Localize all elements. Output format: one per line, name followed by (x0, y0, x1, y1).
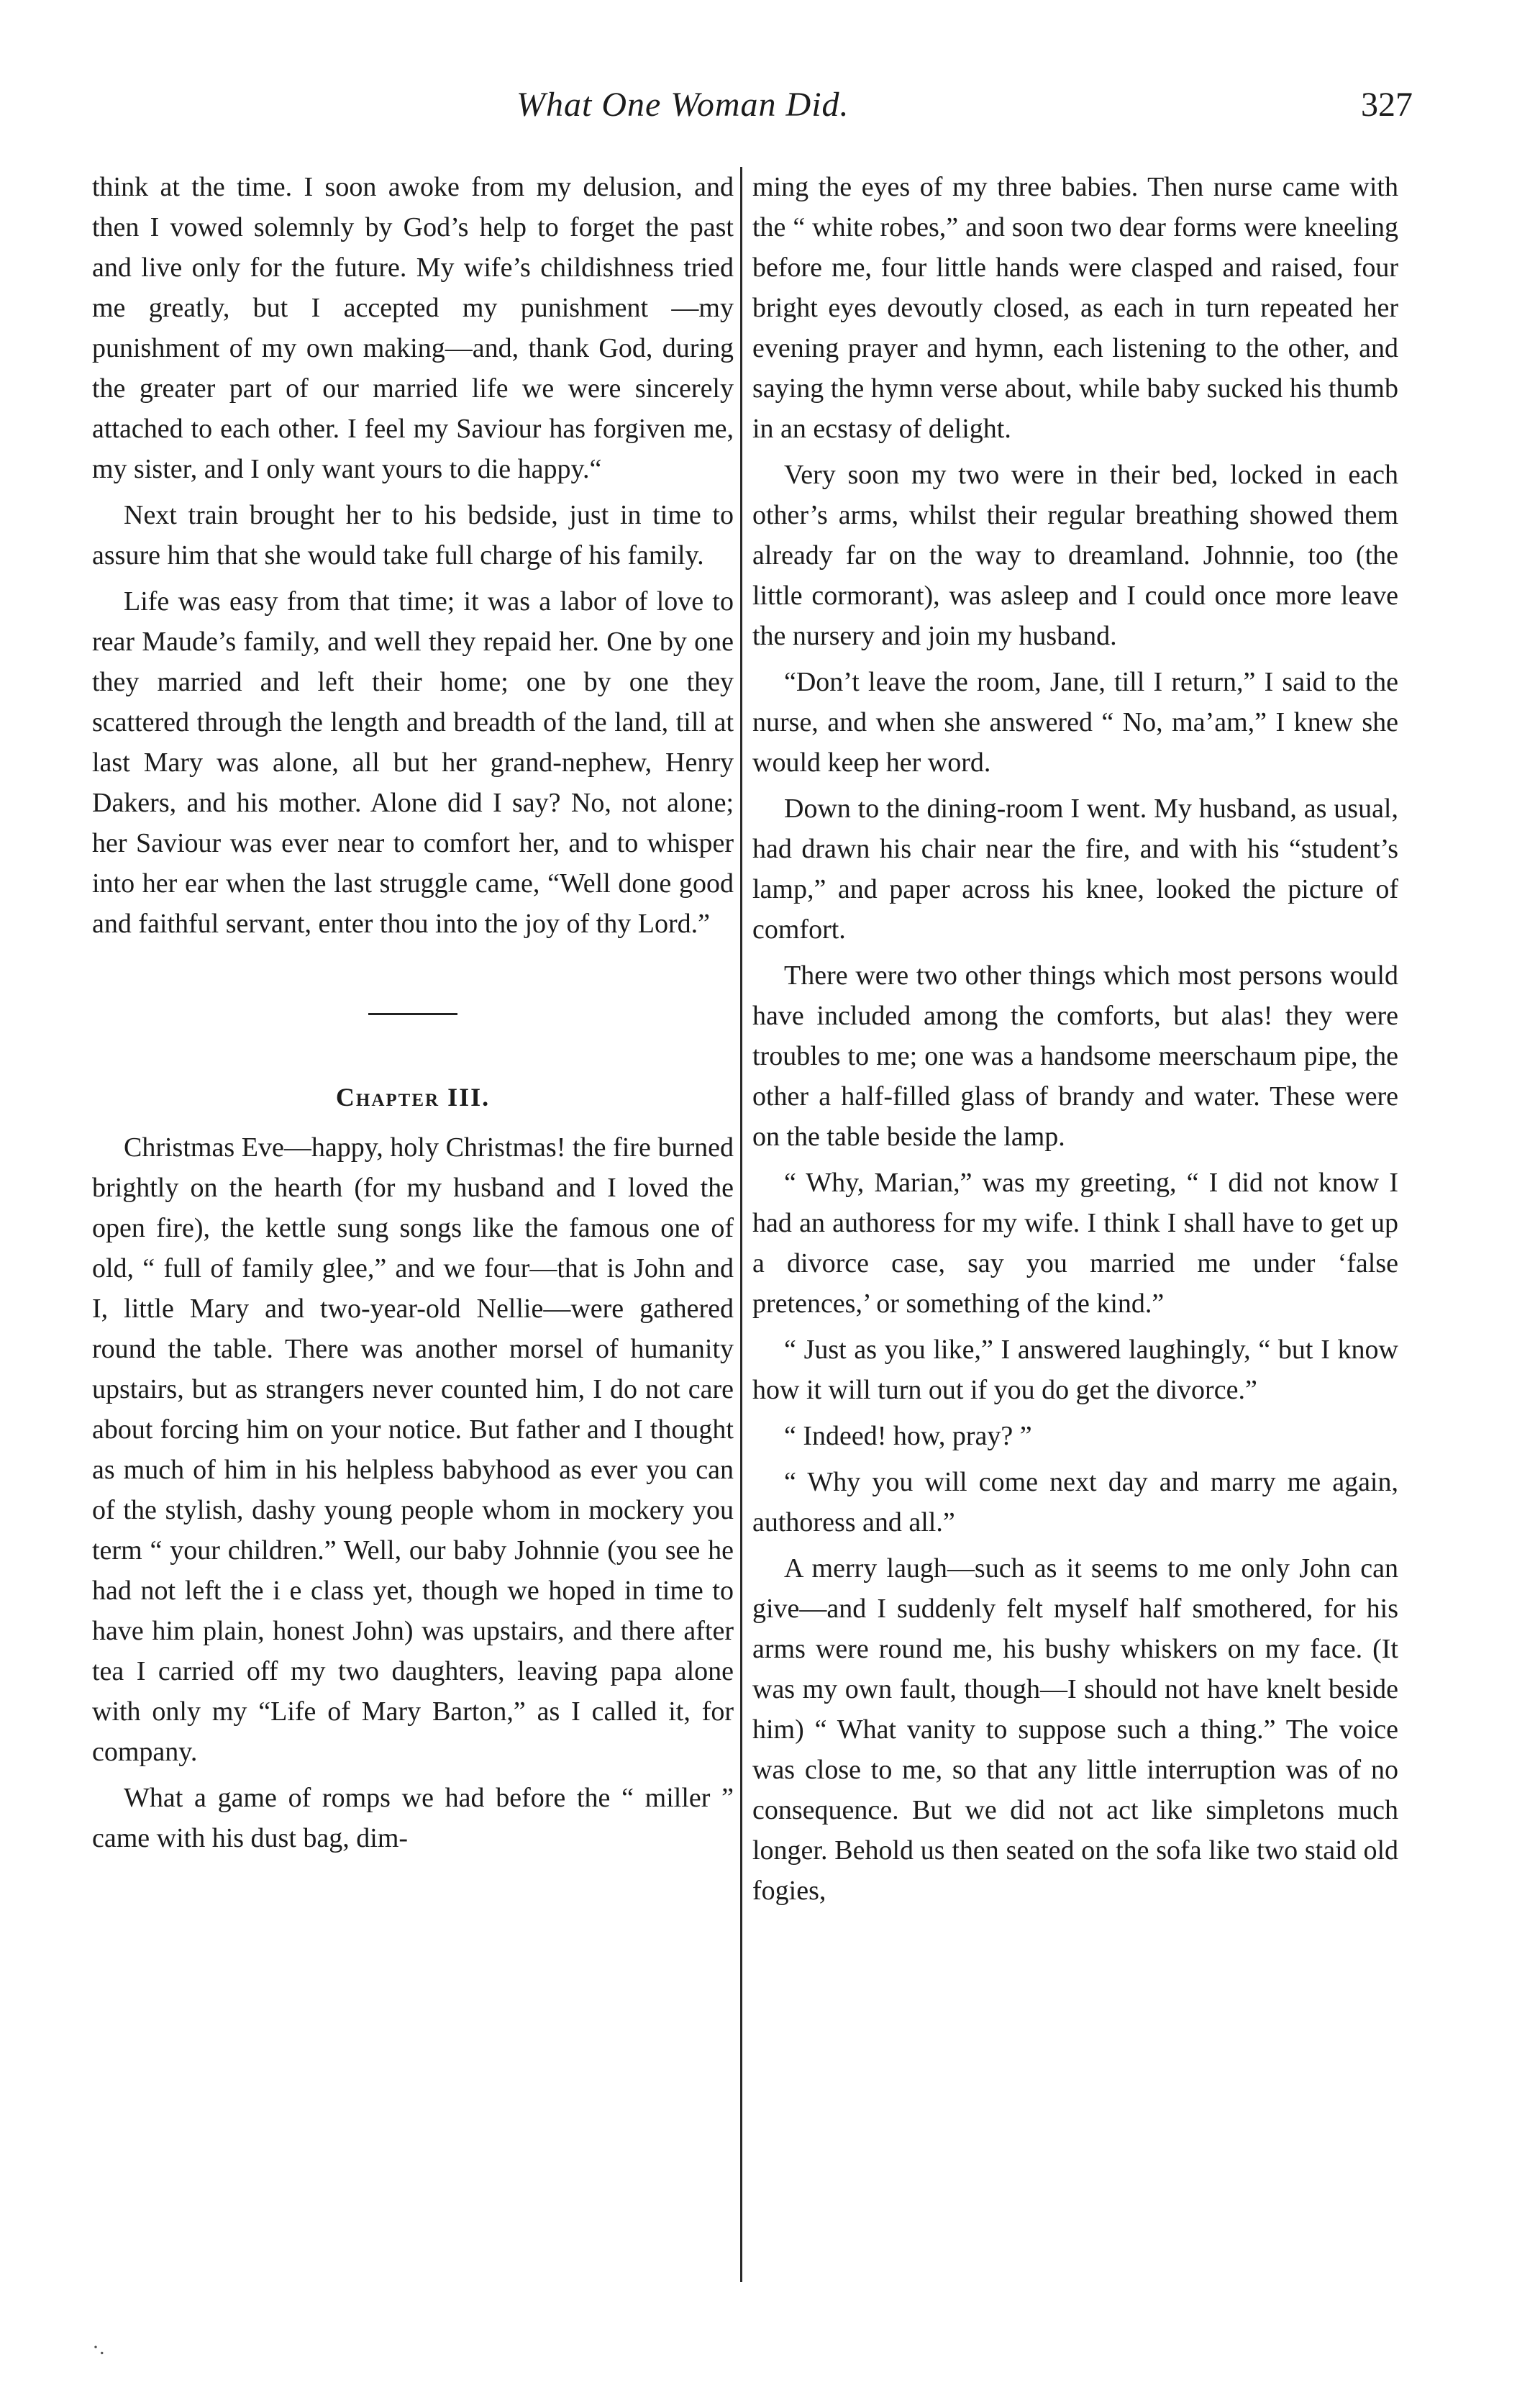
stray-print-mark: ·. (92, 2335, 105, 2359)
paragraph: A merry laugh—such as it seems to me only John can give—and I suddenly felt myself half smothered, for his arms were round me, his bushy whiskers on my face. (It was my own fault, though—I should not have knelt beside him) “ What vanity to suppose such a thing.” The voice was close to me, so that any little interruption was of no consequence. But we did not act like simpletons much longer. Behold us then seated on the sofa like two staid old fogies, (752, 1553, 1398, 1906)
paragraph: Next train brought her to his bedside, just in time to assure him that she would take full charge of his family. (92, 500, 734, 571)
paragraph: “ Indeed! how, pray? ” (784, 1421, 1032, 1451)
page-number: 327 (1361, 86, 1413, 124)
paragraph: “ Just as you like,” I answered laughingly, “ but I know how it will turn out if you do get the divorce.” (752, 1335, 1398, 1405)
section-divider (368, 1013, 457, 1015)
paragraph: Life was easy from that time; it was a labor of love to rear Maude’s family, and well they repaid her. One by one they married and left their home; one by one they scattered through the length and breadth of the land, till at last Mary was alone, all but her grand-nephew, Henry Dakers, and his mother. Alone did I say? No, not alone; her Saviour was ever near to comfort her, and to whisper into her ear when the last struggle came, “Well done good and faithful servant, enter thou into the joy of thy Lord.” (92, 586, 734, 939)
paragraph-continuation: ming the eyes of my three babies. Then nurse came with the “ white robes,” and soon two dear forms were kneeling before me, four little hands were clasped and raised, four bright eyes devoutly closed, as each in turn repeated her evening prayer and hymn, each listening to the other, and saying the hymn verse about, while baby sucked his thumb in an ecstasy of delight. (752, 172, 1398, 444)
paragraph-continuation: think at the time. I soon awoke from my delusion, and then I vowed solemnly by God’s help to forget the past and live only for the future. My wife’s childishness tried me greatly, but I accepted my punishment —my punishment of my own making—and, thank God, during the greater part of our married life we were sincerely attached to each other. I feel my Saviour has forgiven me, my sister, and I only want yours to die happy.“ (92, 172, 734, 484)
running-head (0, 85, 1517, 135)
paragraph: Very soon my two were in their bed, locked in each other’s arms, whilst their regular breathing showed them already far on the way to dreamland. Johnnie, too (the little cormorant), was asleep and I could once more leave the nursery and join my husband. (752, 460, 1398, 651)
paragraph: There were two other things which most persons would have included among the comforts, but alas! they were troubles to me; one was a handsome meerschaum pipe, the other a half-filled glass of brandy and water. These were on the table beside the lamp. (752, 960, 1398, 1152)
paragraph: “ Why you will come next day and marry me again, authoress and all.” (752, 1467, 1398, 1537)
running-title: What One Woman Did. (516, 86, 849, 124)
chapter-heading: Chapter III. (335, 1083, 491, 1112)
paragraph: “Don’t leave the room, Jane, till I return,” I said to the nurse, and when she answered “ No, ma’am,” I knew she would keep her word. (752, 667, 1398, 778)
paragraph: Down to the dining-room I went. My husband, as usual, had drawn his chair near the fire, and with his “student’s lamp,” and paper across his knee, looked the picture of comfort. (752, 794, 1398, 945)
right-column (752, 167, 1398, 1911)
column-divider (740, 167, 742, 2282)
paragraph: What a game of romps we had before the “ miller ” came with his dust bag, dim- (92, 1783, 734, 1853)
paragraph: Christmas Eve—happy, holy Christmas! the fire burned brightly on the hearth (for my husband and I loved the open fire), the kettle sung songs like the famous one of old, “ full of family glee,” and we four—that is John and I, little Mary and two-year-old Nellie—were gathered round the table. There was another morsel of humanity upstairs, but as strangers never counted him, I do not care about forcing him on your notice. But father and I thought as much of him in his helpless babyhood as ever you can of the stylish, dashy young people whom in mockery you term “ your children.” Well, our baby Johnnie (you see he had not left the i e class yet, though we hoped in time to have him plain, honest John) was upstairs, and there after tea I carried off my two daughters, leaving papa alone with only my “Life of Mary Barton,” as I called it, for company. (92, 1132, 734, 1767)
paragraph: “ Why, Marian,” was my greeting, “ I did not know I had an authoress for my wife. I think I shall have to get up a divorce case, say you married me under ‘false pretences,’ or something of the kind.” (752, 1168, 1398, 1319)
left-column (92, 167, 734, 1858)
